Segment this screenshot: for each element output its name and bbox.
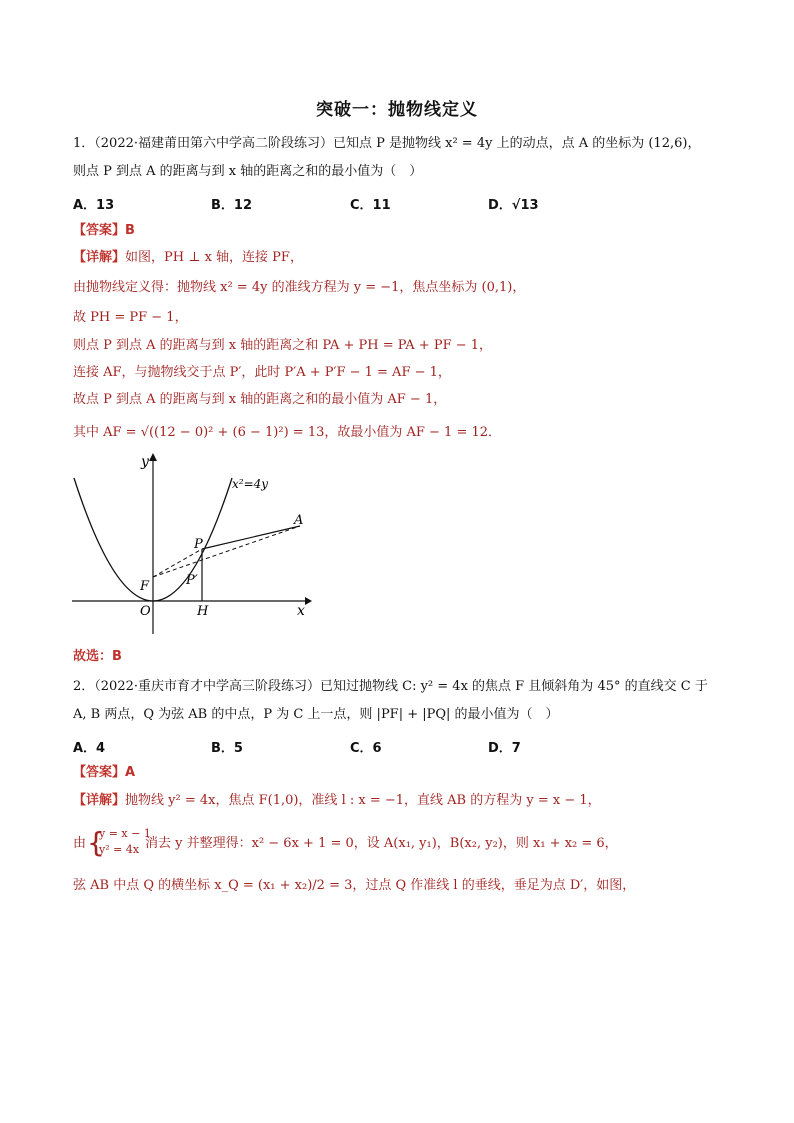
x-axis-arrow xyxy=(305,597,312,605)
q2-stem-line1: 2．（2022·重庆市育才中学高三阶段练习）已知过抛物线 C: y² = 4x 的焦点 F 且倾斜角为 45° 的直线交 C 于 xyxy=(73,679,708,694)
q2-answer: 【答案】A xyxy=(73,765,136,780)
q1-option-b: B．12 xyxy=(211,198,252,213)
q2-detail-text1: 抛物线 y² = 4x，焦点 F(1,0)，准线 l : x = −1，直线 AB 的方程为 y = x − 1， xyxy=(125,793,601,808)
label-h: H xyxy=(197,604,209,619)
q2-system-bottom: y² = 4x xyxy=(99,843,140,856)
q1-answer: 【答案】B xyxy=(73,223,135,238)
q1-detail-text1: 如图，PH ⊥ x 轴，连接 PF， xyxy=(125,250,303,265)
q1-detail-tag: 【详解】 xyxy=(73,250,126,265)
q2-detail-line3: 弦 AB 中点 Q 的横坐标 x_Q = (x₁ + x₂)/2 = 3，过点 Q 作准线 l 的垂线，垂足为点 D′，如图， xyxy=(73,878,636,893)
q1-option-a: A．13 xyxy=(73,198,115,213)
label-p-prime: P′ xyxy=(186,573,198,588)
label-curve: x²=4y xyxy=(232,477,269,491)
q1-option-c: C．11 xyxy=(350,198,391,213)
q1-detail-line4: 则点 P 到点 A 的距离与到 x 轴的距离之和 PA + PH = PA + PF − 1， xyxy=(73,338,493,353)
q2-option-a: A．4 xyxy=(73,741,106,756)
q2-system-prefix: 由 xyxy=(73,836,87,851)
q2-detail-line1 xyxy=(73,792,601,810)
q1-detail-line2: 由抛物线定义得：抛物线 x² = 4y 的准线方程为 y = −1，焦点坐标为 (0,1)， xyxy=(73,280,526,295)
segment-af xyxy=(153,526,300,577)
parabola-figure xyxy=(60,448,320,643)
q2-detail-tag: 【详解】 xyxy=(73,793,126,808)
system-brace: { xyxy=(87,826,105,859)
q2-option-d: D．7 xyxy=(488,741,521,756)
q1-detail-line3: 故 PH = PF − 1， xyxy=(73,310,188,325)
y-axis-arrow xyxy=(149,453,157,461)
page-title: 突破一：抛物线定义 xyxy=(316,100,478,120)
q1-stem-line1: 1．（2022·福建莆田第六中学高二阶段练习）已知点 P 是抛物线 x² = 4y 上的动点，点 A 的坐标为 (12,6)， xyxy=(73,136,701,151)
q1-option-d: D．√13 xyxy=(488,198,539,213)
label-a: A xyxy=(294,513,304,528)
label-o: O xyxy=(140,604,151,619)
segment-pa xyxy=(202,526,300,549)
q1-detail-line7: 其中 AF = √((12 − 0)² + (6 − 1)²) = 13，故最小值为 AF − 1 = 12． xyxy=(73,425,502,440)
q1-detail-line1 xyxy=(73,249,303,267)
q2-option-b: B．5 xyxy=(211,741,243,756)
q1-result: 故选：B xyxy=(73,649,122,664)
label-x: x xyxy=(297,603,305,619)
q2-option-c: C．6 xyxy=(350,741,382,756)
q1-detail-line6: 故点 P 到点 A 的距离与到 x 轴的距离之和的最小值为 AF − 1， xyxy=(73,392,447,407)
q2-stem-line2: A, B 两点，Q 为弦 AB 的中点，P 为 C 上一点，则 |PF| + |PQ| 的最小值为（ ） xyxy=(73,707,559,722)
label-p: P xyxy=(194,537,203,552)
q1-stem-line2: 则点 P 到点 A 的距离与到 x 轴的距离之和的最小值为（ ） xyxy=(73,164,423,179)
label-y: y xyxy=(141,454,149,470)
q2-detail-text2: 消去 y 并整理得：x² − 6x + 1 = 0，设 A(x₁, y₁)，B(x₂, y₂)，则 x₁ + x₂ = 6， xyxy=(145,836,618,851)
q2-system-top: y = x − 1 xyxy=(99,827,151,840)
q1-detail-line5: 连接 AF，与抛物线交于点 P′，此时 P′A + P′F − 1 = AF − 1， xyxy=(73,365,451,380)
label-f: F xyxy=(140,579,150,594)
